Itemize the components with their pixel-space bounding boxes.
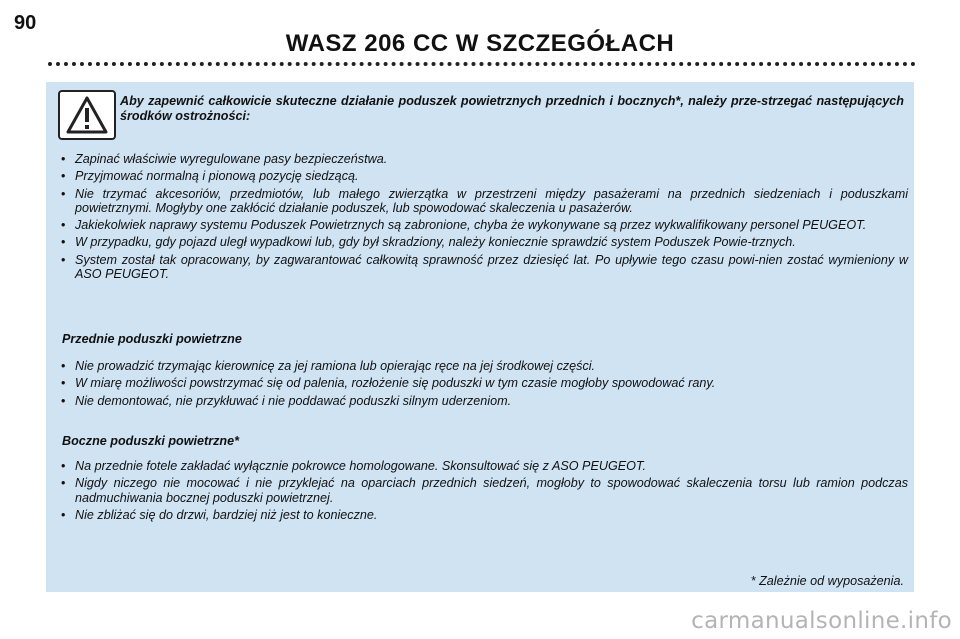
- warning-intro: Aby zapewnić całkowicie skuteczne działanie poduszek powietrznych przednich i bocznych*, należy prze-strzegać następujących środków ostrożności:: [120, 94, 904, 123]
- list-item: • Zapinać właściwie wyregulowane pasy bezpieczeństwa.: [58, 152, 908, 166]
- list-item: • Nie demontować, nie przykłuwać i nie poddawać poduszki silnym uderzeniom.: [58, 394, 908, 408]
- list-item: • Nie trzymać akcesoriów, przedmiotów, lub małego zwierzątka w przestrzeni między pasażerami na przednich siedzeniach i poduszkami powietrznymi. Mogłyby one zakłócić działanie poduszek, lub spowodować skaleczenia u pasażerów.: [58, 187, 908, 216]
- list-item: • Nie zbliżać się do drzwi, bardziej niż jest to konieczne.: [58, 508, 908, 522]
- footnote: * Zależnie od wyposażenia.: [750, 574, 904, 588]
- list-item: • Nigdy niczego nie mocować i nie przyklejać na oparciach przednich siedzeń, mogłoby to spowodować skaleczenia torsu lub ramion podczas nadmuchiwania bocznej poduszki powietrznej.: [58, 476, 908, 505]
- watermark: carmanualsonline.info: [691, 608, 952, 634]
- side-airbags-heading: Boczne poduszki powietrzne*: [62, 434, 240, 448]
- list-item: • System został tak opracowany, by zagwarantować całkowitą sprawność przez dziesięć lat. Po upływie tego czasu powi-nien zostać wymieniony w ASO PEUGEOT.: [58, 253, 908, 282]
- list-item: • Jakiekolwiek naprawy systemu Poduszek Powietrznych są zabronione, chyba że wykonywane są przez wykwalifikowany personel PEUGEOT.: [58, 218, 908, 232]
- list-item: • Na przednie fotele zakładać wyłącznie pokrowce homologowane. Skonsultować się z ASO PEUGEOT.: [58, 459, 908, 473]
- warning-panel: [46, 82, 914, 592]
- side-airbags-list: [58, 459, 908, 525]
- list-item: • W miarę możliwości powstrzymać się od palenia, rozłożenie się poduszki w tym czasie mogłoby spowodować rany.: [58, 376, 908, 390]
- front-airbags-list: [58, 359, 908, 411]
- list-item: • W przypadku, gdy pojazd uległ wypadkowi lub, gdy był skradziony, należy koniecznie sprawdzić system Poduszek Powie-trznych.: [58, 235, 908, 249]
- general-precautions-list: [58, 152, 908, 284]
- warning-triangle-icon: [58, 90, 116, 140]
- page-number: 90: [14, 12, 37, 34]
- list-item: • Nie prowadzić trzymając kierownicę za jej ramiona lub opierając ręce na jej środkowej części.: [58, 359, 908, 373]
- page-title: WASZ 206 CC W SZCZEGÓŁACH: [285, 30, 675, 57]
- dotted-divider: [48, 62, 916, 66]
- list-item: • Przyjmować normalną i pionową pozycję siedzącą.: [58, 169, 908, 183]
- front-airbags-heading: Przednie poduszki powietrzne: [62, 332, 242, 346]
